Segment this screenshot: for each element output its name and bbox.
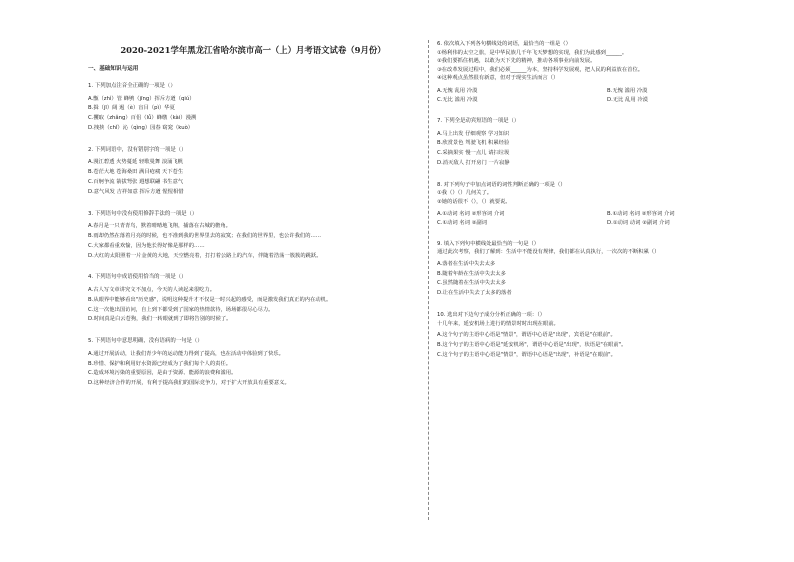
option-b: B.揖（jī）阔 遏（è）盲目（pì）华夏	[88, 105, 175, 112]
option-a: A.通过开展活动，让我们青少年的运动能力得到了提高，也在活动中体验到了快乐。	[88, 350, 284, 357]
question-stem: 8. 对下列句子中加点词语的词性判断正确的一项是（）	[437, 181, 566, 188]
question-stem: 6. 依次填入下列各句横线处的词语，最恰当的一组是（）	[437, 41, 571, 47]
option-c: C.百舸争流 箭拔弩张 遐想联翩 书生意气	[88, 178, 184, 185]
option-c: C.大家都看重欢愉，因为他长得好像是那样的……	[88, 242, 205, 249]
question-6	[437, 40, 767, 105]
option-a: A.甑（zhì）管 蜂鸲（jīng）挥斥方遒（qiú）	[88, 95, 195, 102]
option-a: A.马上出发 仔细观察 学习知识	[437, 130, 510, 137]
option-a: A.古人写文章讲究文不加点，今天的人读起来很吃力。	[88, 286, 216, 293]
exam-title: 2020-2021学年黑龙江省哈尔滨市高一（上）月考语文试卷（9月份）	[120, 45, 386, 55]
question-5	[88, 337, 418, 389]
question-stem: 4. 下列语句中成语使用恰当的一项是（）	[88, 274, 187, 281]
options-grid	[437, 210, 767, 228]
option-c: C.采摘果实 慢一点儿 请扫垃圾	[437, 150, 510, 157]
question-text-line: ④这种观点虽然很有新意，但对于现实生活而言（）	[437, 75, 559, 82]
option-c: C.①动词 名词 ②副词	[437, 219, 488, 226]
option-d: D.这种经济合作的开展，有利于提高我们的国际竞争力，对于扩大开放具有重要意义。	[88, 380, 290, 387]
right-column	[437, 40, 767, 372]
question-stem: 2. 下列词语中，没有错别字的一项是（）	[88, 146, 187, 153]
question-8	[437, 181, 767, 228]
option-d: D.消灭敌人 打开房门 一片寂静	[437, 159, 510, 166]
question-1	[88, 82, 418, 134]
option-a: A.这个句子的主语中心语是"情景"，谓语中心语是"出现"，宾语是"在眼前"。	[437, 332, 616, 339]
option-d: D.时间真是白云苍狗，我们一转眼就到了即将告别的时候了。	[88, 316, 232, 323]
question-text-line: ②我们要抓住机遇，以敢为天下先的精神，推动各项事业向前发展。	[437, 58, 596, 65]
option-c: C.攫取（zhǎng）百侣（lǚ）蜂缴（kài）漫溯	[88, 115, 197, 122]
question-text-line: 十几年来，延安机场上进行的情景时时出现在眼前。	[437, 320, 559, 327]
option-c: C.造成环境污染的重要原因，是由于资源、能源的浪费和滥用。	[88, 370, 237, 377]
question-10	[437, 311, 767, 361]
option-a: A.落者在生活中失去太多	[437, 260, 496, 267]
option-a: A.无愧 乱用 冷漠	[437, 87, 478, 94]
question-stem: 9. 填入下列句中横线处最恰当的一句是（）	[437, 240, 540, 247]
option-d: D.拽挟（chǐ）沁（qìng）园春 窈窕（kuò）	[88, 124, 194, 131]
option-b: B.无愧 滥用 冷漠	[607, 87, 648, 94]
option-b: B.随着年龄在生活中失去太多	[437, 270, 506, 277]
question-4	[88, 273, 418, 325]
question-stem: 1. 下列加点注音全正确的一项是（）	[88, 83, 176, 89]
left-column	[88, 40, 418, 401]
option-a: A.漫江碧透 火势蔓延 轻歌曼舞 浪涌飞帆	[88, 159, 184, 166]
option-d: D.①动词 动词 ②副词 介词	[607, 219, 670, 226]
options-grid	[437, 87, 767, 105]
option-a: A.春月是一只青青鸟，默着晴晴地飞翔，捕落在古城的檐角。	[88, 223, 231, 230]
question-text-line: ①杨利伟的太空之旅，是中华民族几千年飞天梦想的实现，我们为此感到______。	[437, 49, 628, 56]
question-text-line: ②她的话很不（），（）就要说。	[437, 198, 511, 205]
option-c: C.虽然随着在生活中失去太多	[437, 280, 506, 287]
question-stem: 7. 下列全是动宾短语的一项是（）	[437, 117, 520, 124]
option-b: B.①动词 名词 ②形容词 介词	[607, 210, 675, 217]
option-d: D.让在生活中失去了太多的落者	[437, 290, 512, 297]
option-b: B.从眼界中能够看出"历史感"，说明这种提升才不仅是一时兴起的感受，而是激发我们真正的内在动机。	[88, 296, 332, 303]
question-stem: 3. 下列语句中没有使用修辞手法的一项是（）	[88, 210, 198, 217]
question-7	[437, 117, 767, 169]
option-c: C.无比 滥用 冷漠	[437, 96, 478, 103]
question-stem: 5. 下列语句中意思明确，没有语病的一句是（）	[88, 338, 203, 345]
option-b: B.珍惜、保护和利用好水资源已经成为了我们每个人的责任。	[88, 360, 232, 367]
option-d: D.无比 乱用 冷漠	[607, 96, 648, 103]
column-divider	[428, 40, 429, 520]
option-b: B.雨却仍然在落着月亮的时候，也不准到我的世界里去的寂寞；在我们的世界里，也公许我们的……	[88, 232, 322, 239]
section-heading: 一、基础知识与运用	[88, 66, 139, 72]
question-text-line: ③在改革发展过程中，我们必须______为本，坚持科学发展观，把人民的利益放在首位。	[437, 66, 644, 73]
option-b: B.欣赏景色 驾驶飞机 积累经验	[437, 140, 510, 147]
question-9	[437, 240, 767, 299]
option-c: C.这个句子的主语中心语是"情景"，谓语中心语是"出现"，补语是"在眼前"。	[437, 351, 616, 358]
option-a: A.①动词 名词 ②形容词 介词	[437, 210, 505, 217]
option-b: B.这个句子的主语中心语是"延安机场"，谓语中心语是"出现"，状语是"在眼前"。	[437, 341, 627, 348]
question-2	[88, 146, 418, 198]
option-c: C.这一次他出国访问，自上到下都受到了国家的热情款待，场场都很尽心尽力。	[88, 306, 274, 313]
option-d: D.意气风发 吉祥如意 挥斥方遒 惺惺相惜	[88, 188, 184, 195]
question-text-line: 通过此次考察，我们了解到：生活中不能没有规律，我们都在认真执行，一次次的不断积累（）	[437, 249, 660, 256]
question-3	[88, 210, 418, 262]
option-d: D.大红的太阳照着一片金黄的大地，天空燃亮着，打打着公路上的汽车，伴随着浩荡一簇簇的跳跃。	[88, 252, 322, 259]
option-b: B.苍茫大地 苍海桑田 满目疮痍 天下苍生	[88, 169, 184, 176]
question-stem: 10. 选出对下边句子成分分析正确的一项：（）	[437, 311, 546, 318]
question-text-line: ①我（）（）几何关了。	[437, 190, 493, 197]
